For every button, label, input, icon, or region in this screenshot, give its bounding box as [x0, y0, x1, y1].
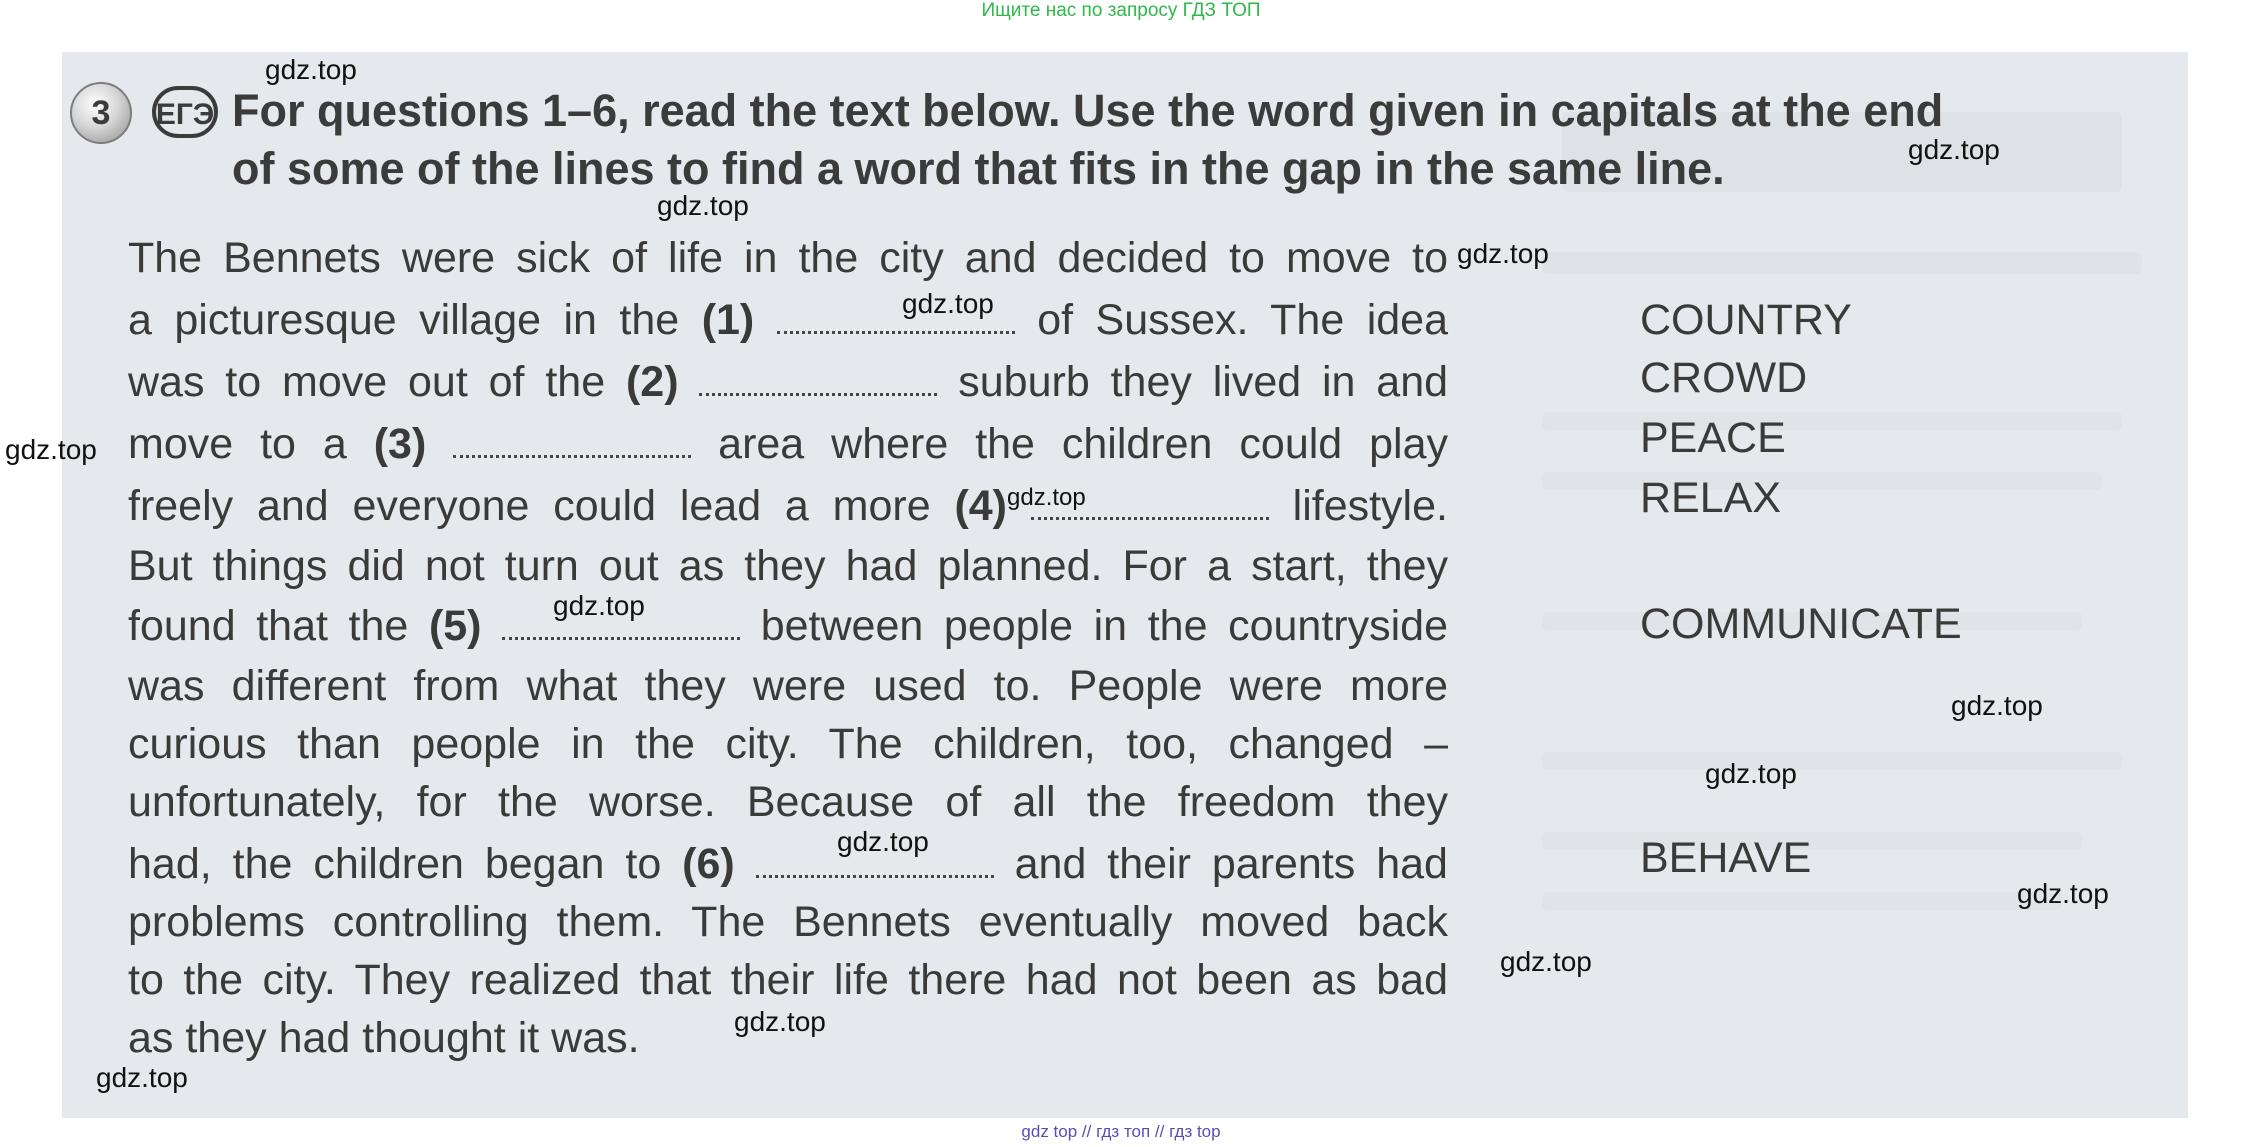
watermark: gdz.top	[734, 1006, 826, 1037]
keyword-relax: RELAX	[1640, 474, 1782, 522]
gap-3[interactable]	[453, 454, 691, 458]
watermark: gdz.top	[2017, 878, 2109, 909]
text-line: move to a (3) area where the children could play	[128, 420, 1449, 468]
watermark: gdz.top	[1500, 946, 1592, 977]
gap-5[interactable]	[502, 636, 740, 640]
text-line: The Bennets were sick of life in the city and decided to move to	[128, 234, 1448, 282]
keyword-country: COUNTRY	[1640, 296, 1852, 344]
bottom-links[interactable]: gdz top // гдз топ // гдз top	[1021, 1122, 1221, 1141]
watermark: gdz.top	[265, 54, 357, 85]
gap-1[interactable]	[777, 330, 1015, 334]
text-line: curious than people in the city. The children, too, changed –	[128, 720, 1448, 768]
instruction-line-1: For questions 1–6, read the text below. Use the word given in capitals at the end	[232, 85, 1944, 136]
watermark: gdz.top	[837, 826, 929, 857]
text-line: But things did not turn out as they had planned. For a start, they	[128, 542, 1448, 590]
text-line: as they had thought it was.	[128, 1014, 640, 1062]
watermark: gdz.top	[1951, 690, 2043, 721]
watermark: gdz.top	[1908, 134, 2000, 165]
watermark: gdz.top	[96, 1062, 188, 1093]
watermark: gdz.top	[553, 590, 645, 621]
text-line: found that the (5) between people in the countryside	[128, 602, 1448, 650]
gap-2[interactable]	[699, 392, 937, 396]
svg-text:ЕГЭ: ЕГЭ	[155, 98, 215, 131]
watermark: gdz.top	[657, 190, 749, 221]
exam-badge-icon	[150, 86, 220, 138]
watermark: gdz.top	[1705, 758, 1797, 789]
keyword-communicate: COMMUNICATE	[1640, 600, 1962, 648]
text-line: unfortunately, for the worse. Because of all the freedom they	[128, 778, 1448, 826]
text-line: was to move out of the (2) suburb they lived in and	[128, 358, 1449, 406]
watermark: gdz.top	[1007, 484, 1086, 511]
text-line: was different from what they were used to. People were more	[128, 662, 1448, 710]
watermark: gdz.top	[5, 434, 97, 465]
text-line: problems controlling them. The Bennets eventually moved back	[128, 898, 1448, 946]
keyword-crowd: CROWD	[1640, 354, 1808, 402]
keyword-behave: BEHAVE	[1640, 834, 1812, 882]
text-line: freely and everyone could lead a more (4) lifestyle.	[128, 482, 1448, 530]
exercise-number-badge: 3	[70, 82, 132, 144]
gap-6[interactable]	[756, 874, 994, 878]
text-line: to the city. They realized that their life there had not been as bad	[128, 956, 1448, 1004]
instruction-line-2: of some of the lines to find a word that fits in the gap in the same line.	[232, 143, 1725, 194]
instructions	[232, 82, 2062, 198]
watermark: gdz.top	[1457, 238, 1549, 269]
watermark: gdz.top	[902, 288, 994, 319]
gap-4[interactable]	[1031, 516, 1269, 520]
text-line: a picturesque village in the (1) of Sussex. The idea	[128, 296, 1449, 344]
text-line: had, the children began to (6) and their parents had	[128, 840, 1448, 888]
top-search-link[interactable]: Ищите нас по запросу ГДЗ ТОП	[981, 0, 1261, 21]
keyword-peace: PEACE	[1640, 414, 1786, 462]
